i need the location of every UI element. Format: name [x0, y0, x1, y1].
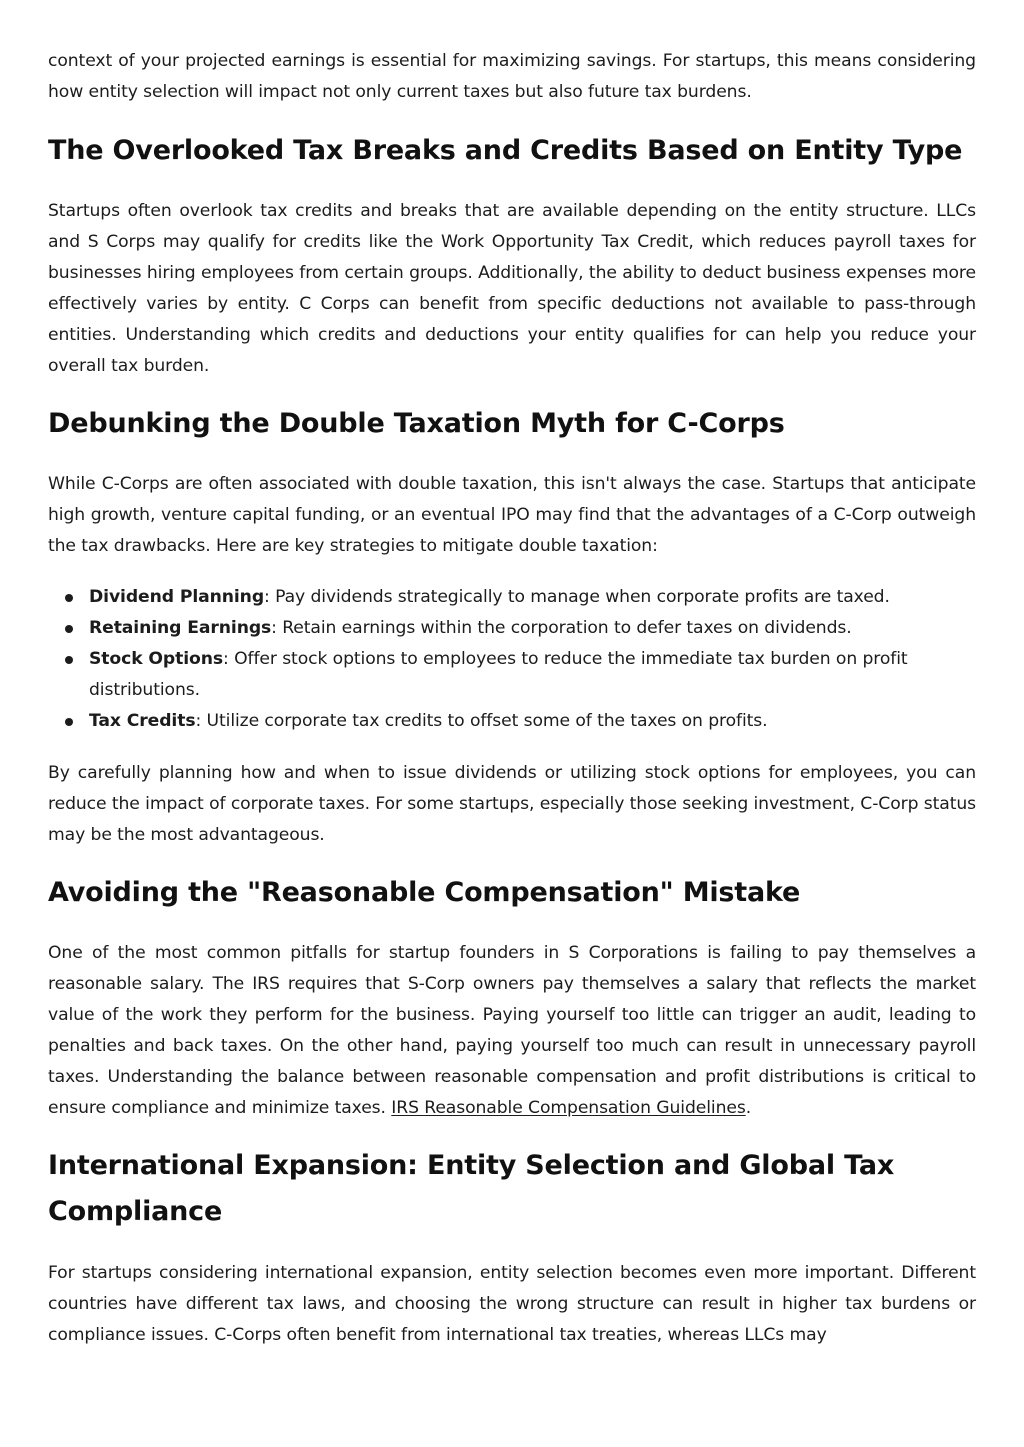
bullet-term: Dividend Planning [89, 587, 265, 607]
bullet-dot-icon [65, 594, 73, 602]
intro-paragraph: context of your projected earnings is essential for maximizing savings. For startups, this means considering how entity selection will impact not only current taxes but also future tax burdens. [48, 51, 976, 102]
bullet-dot-icon [65, 656, 73, 664]
link-suffix: . [745, 1098, 752, 1118]
section-compensation-body [48, 938, 976, 1124]
section-double-taxation-closing-block [48, 758, 976, 851]
section-heading-reasonable-compensation: Avoiding the "Reasonable Compensation" Mistake [48, 877, 801, 908]
section-paragraph-tax-breaks: Startups often overlook tax credits and breaks that are available depending on the entity structure. LLCs and S Corps may qualify for credits like the Work Opportunity Tax Credit, which reduces payroll taxes for businesses hiring employees from certain groups. Additionally, the ability to deduct business expenses more effectively varies by entity. C Corps can benefit from specific deductions not available to pass-through entities. Understanding which credits and deductions your entity qualifies for can help you reduce your overall tax burden. [48, 201, 976, 376]
list-item [48, 582, 976, 613]
bullet-dot-icon [65, 718, 73, 726]
bullet-term: Retaining Earnings [89, 618, 272, 638]
section-tax-breaks-body [48, 196, 976, 382]
strategy-bullet-list-block [48, 582, 976, 737]
compensation-text: One of the most common pitfalls for startup founders in S Corporations is failing to pay themselves a reasonable salary. The IRS requires that S-Corp owners pay themselves a salary that reflects the market value of the work they perform for the business. Paying yourself too little can trigger an audit, leading to penalties and back taxes. On the other hand, paying yourself too much can result in unnecessary payroll taxes. Understanding the balance between reasonable compensation and profit distributions is critical to ensure compliance and minimize taxes. [48, 943, 976, 1118]
bullet-dot-icon [65, 625, 73, 633]
section-international-heading-block [48, 1143, 976, 1235]
list-item [48, 644, 976, 706]
list-item [48, 613, 976, 644]
section-heading-international-expansion: International Expansion: Entity Selection and Global Tax Compliance [48, 1150, 895, 1227]
bullet-text: : Offer stock options to employees to reduce the immediate tax burden on profit distributions. [89, 649, 908, 700]
section-double-taxation-body [48, 469, 976, 562]
section-heading-tax-breaks: The Overlooked Tax Breaks and Credits Based on Entity Type [48, 135, 963, 166]
bullet-text: : Utilize corporate tax credits to offset some of the taxes on profits. [195, 711, 768, 731]
intro-block [48, 46, 976, 108]
section-closing-paragraph-double-taxation: By carefully planning how and when to issue dividends or utilizing stock options for employees, you can reduce the impact of corporate taxes. For some startups, especially those seeking investment, C-Corp status may be the most advantageous. [48, 763, 976, 845]
section-paragraph-reasonable-compensation [48, 938, 976, 1124]
section-double-taxation-heading-block [48, 401, 976, 447]
irs-guidelines-link[interactable]: IRS Reasonable Compensation Guidelines [391, 1098, 746, 1118]
section-compensation-heading-block [48, 870, 976, 916]
bullet-term: Stock Options [89, 649, 224, 669]
section-paragraph-international-expansion: For startups considering international expansion, entity selection becomes even more important. Different countries have different tax laws, and choosing the wrong structure can result in higher tax burdens or compliance issues. C-Corps often benefit from international tax treaties, whereas LLCs may [48, 1263, 976, 1345]
bullet-text: : Retain earnings within the corporation to defer taxes on dividends. [271, 618, 852, 638]
bullet-term: Tax Credits [89, 711, 196, 731]
section-tax-breaks-heading-block [48, 128, 976, 174]
list-item [48, 706, 976, 737]
strategy-bullet-list [48, 582, 976, 737]
section-heading-double-taxation: Debunking the Double Taxation Myth for C-Corps [48, 408, 785, 439]
bullet-text: : Pay dividends strategically to manage when corporate profits are taxed. [264, 587, 890, 607]
section-international-body [48, 1258, 976, 1351]
section-paragraph-double-taxation: While C-Corps are often associated with double taxation, this isn't always the case. Startups that anticipate high growth, venture capital funding, or an eventual IPO may find that the advantages of a C-Corp outweigh the tax drawbacks. Here are key strategies to mitigate double taxation: [48, 474, 976, 556]
